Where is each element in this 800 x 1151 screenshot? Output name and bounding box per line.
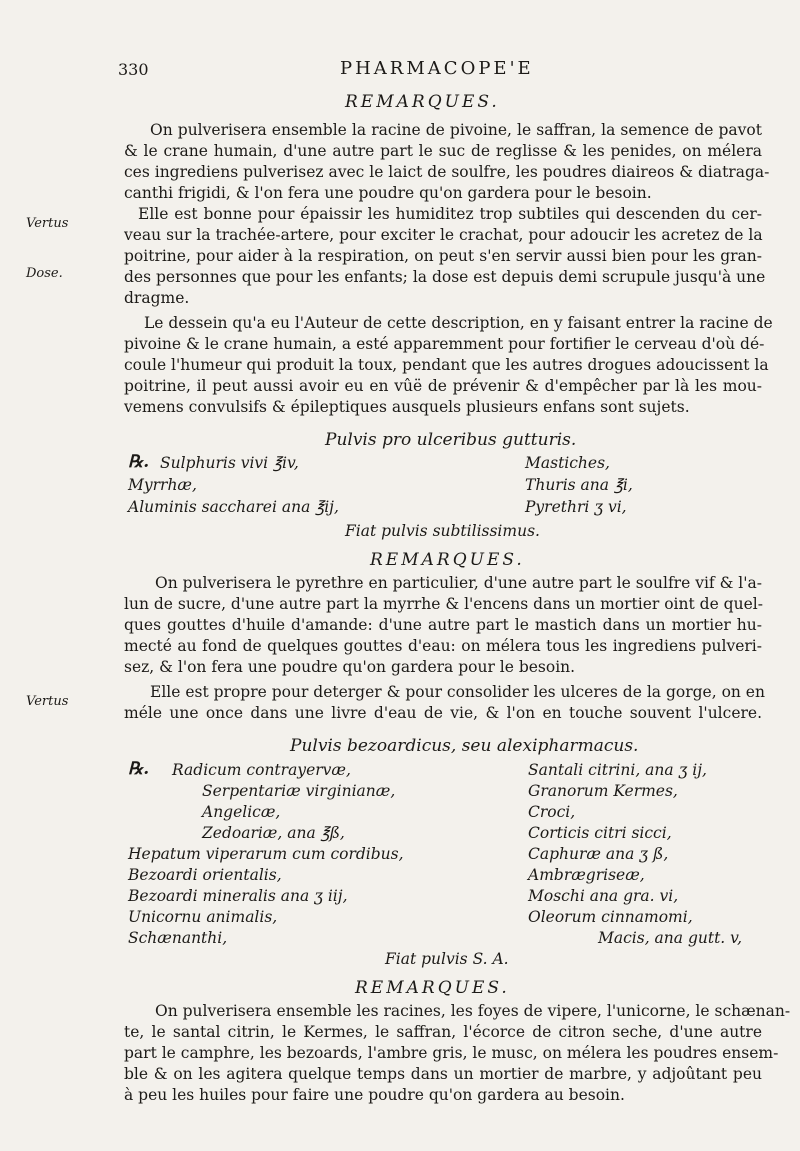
s1-line-7: poitrine, pour aider à la respiration, on peut s'en servir aussi bien pour les gran- bbox=[124, 247, 762, 265]
recipe-2-right-1: Santali citrini, ana ʒ ij, bbox=[528, 761, 707, 779]
recipe-1-right-1: Mastiches, bbox=[525, 454, 610, 472]
s1-line-5: Elle est bonne pour épaissir les humiditez trop subtiles qui descenden du cer- bbox=[138, 205, 762, 223]
s1-line-2: & le crane humain, d'une autre part le suc de reglisse & les penides, on mélera bbox=[124, 142, 762, 160]
remarques-heading-3: REMARQUES. bbox=[355, 978, 510, 998]
s1-line-9: dragme. bbox=[124, 289, 190, 307]
recipe-2-right-3: Croci, bbox=[528, 803, 576, 821]
recipe-2-fiat: Fiat pulvis S. A. bbox=[385, 950, 509, 968]
s3-line-2: te, le santal citrin, le Kermes, le saffran, l'écorce de citron seche, d'une autre bbox=[124, 1023, 762, 1041]
recipe-1-rx-symbol: ℞. bbox=[128, 452, 150, 472]
s3-line-5: à peu les huiles pour faire une poudre qu'on gardera au besoin. bbox=[124, 1086, 625, 1104]
recipe-2-left-2: Serpentariæ virginianæ, bbox=[202, 782, 396, 800]
recipe-2-right-6: Ambrægriseæ, bbox=[528, 866, 645, 884]
recipe-2-right-8: Oleorum cinnamomi, bbox=[528, 908, 693, 926]
recipe-2-left-8: Unicornu animalis, bbox=[128, 908, 278, 926]
s1-line-6: veau sur la trachée-artere, pour exciter le crachat, pour adoucir les acretez de la bbox=[124, 226, 763, 244]
recipe-2-title: Pulvis bezoardicus, seu alexipharmacus. bbox=[290, 736, 639, 756]
s1-line-14: vemens convulsifs & épileptiques ausquels plusieurs enfans sont sujets. bbox=[124, 398, 690, 416]
recipe-1-fiat: Fiat pulvis subtilissimus. bbox=[345, 522, 540, 540]
recipe-1-left-3: Aluminis saccharei ana ℥ij, bbox=[128, 498, 339, 516]
s1-line-3: ces ingrediens pulverisez avec le laict de soulfre, les poudres diaireos & diatraga- bbox=[124, 163, 770, 181]
recipe-1-left-1: Sulphuris vivi ℥iv, bbox=[160, 454, 299, 472]
s2-line-7: méle une once dans une livre d'eau de vie, & l'on en touche souvent l'ulcere. bbox=[124, 704, 762, 722]
recipe-2-left-3: Angelicæ, bbox=[202, 803, 281, 821]
recipe-2-left-6: Bezoardi orientalis, bbox=[128, 866, 282, 884]
running-head: PHARMACOPE'E bbox=[340, 58, 534, 79]
s3-line-3: part le camphre, les bezoards, l'ambre gris, le musc, on mélera les poudres ensem- bbox=[124, 1044, 779, 1062]
s1-line-13: poitrine, il peut aussi avoir eu en vûë de prévenir & d'empêcher par là les mou- bbox=[124, 377, 762, 395]
s1-line-4: canthi frigidi, & l'on fera une poudre qu'on gardera pour le besoin. bbox=[124, 184, 652, 202]
remarques-heading-2: REMARQUES. bbox=[370, 550, 525, 570]
s1-line-8: des personnes que pour les enfants; la dose est depuis demi scrupule jusqu'à une bbox=[124, 268, 766, 286]
recipe-2-rx-symbol: ℞. bbox=[128, 759, 150, 779]
recipe-2-right-4: Corticis citri sicci, bbox=[528, 824, 672, 842]
margin-note-dose: Dose. bbox=[26, 266, 63, 281]
recipe-2-left-7: Bezoardi mineralis ana ʒ iij, bbox=[128, 887, 348, 905]
margin-note-vertus-2: Vertus bbox=[26, 694, 69, 709]
recipe-2-right-2: Granorum Kermes, bbox=[528, 782, 678, 800]
recipe-1-title: Pulvis pro ulceribus gutturis. bbox=[325, 430, 577, 450]
s1-line-12: coule l'humeur qui produit la toux, pendant que les autres drogues adoucissent la bbox=[124, 356, 769, 374]
s2-line-1: On pulverisera le pyrethre en particulier, d'une autre part le soulfre vif & l'a- bbox=[155, 574, 762, 592]
s1-line-10: Le dessein qu'a eu l'Auteur de cette description, en y faisant entrer la racine de bbox=[144, 314, 773, 332]
recipe-2-right-9: Macis, ana gutt. v, bbox=[598, 929, 743, 947]
recipe-2-left-1: Radicum contrayervæ, bbox=[172, 761, 351, 779]
remarques-heading-1: REMARQUES. bbox=[345, 92, 500, 112]
s2-line-2: lun de sucre, d'une autre part la myrrhe & l'encens dans un mortier oint de quel- bbox=[124, 595, 763, 613]
recipe-2-left-5: Hepatum viperarum cum cordibus, bbox=[128, 845, 404, 863]
s3-line-4: ble & on les agitera quelque temps dans un mortier de marbre, y adjoûtant peu bbox=[124, 1065, 762, 1083]
margin-note-vertus-1: Vertus bbox=[26, 216, 69, 231]
page-number: 330 bbox=[118, 60, 149, 79]
recipe-2-right-7: Moschi ana gra. vi, bbox=[528, 887, 679, 905]
recipe-2-left-4: Zedoariæ, ana ℥ß, bbox=[202, 824, 345, 842]
recipe-1-right-3: Pyrethri ʒ vi, bbox=[525, 498, 627, 516]
s3-line-1: On pulverisera ensemble les racines, les foyes de vipere, l'unicorne, le schænan- bbox=[155, 1002, 791, 1020]
s1-line-1: On pulverisera ensemble la racine de pivoine, le saffran, la semence de pavot bbox=[150, 121, 762, 139]
recipe-2-right-5: Caphuræ ana ʒ ß, bbox=[528, 845, 669, 863]
s2-line-4: mecté au fond de quelques gouttes d'eau: on mélera tous les ingrediens pulveri- bbox=[124, 637, 762, 655]
recipe-1-left-2: Myrrhæ, bbox=[128, 476, 197, 494]
s2-line-3: ques gouttes d'huile d'amande: d'une autre part le mastich dans un mortier hu- bbox=[124, 616, 762, 634]
recipe-2-left-9: Schænanthi, bbox=[128, 929, 228, 947]
recipe-1-right-2: Thuris ana ℥i, bbox=[525, 476, 633, 494]
s2-line-6: Elle est propre pour deterger & pour consolider les ulceres de la gorge, on en bbox=[150, 683, 765, 701]
s1-line-11: pivoine & le crane humain, a esté apparemment pour fortifier le cerveau d'où dé- bbox=[124, 335, 765, 353]
s2-line-5: sez, & l'on fera une poudre qu'on gardera pour le besoin. bbox=[124, 658, 576, 676]
